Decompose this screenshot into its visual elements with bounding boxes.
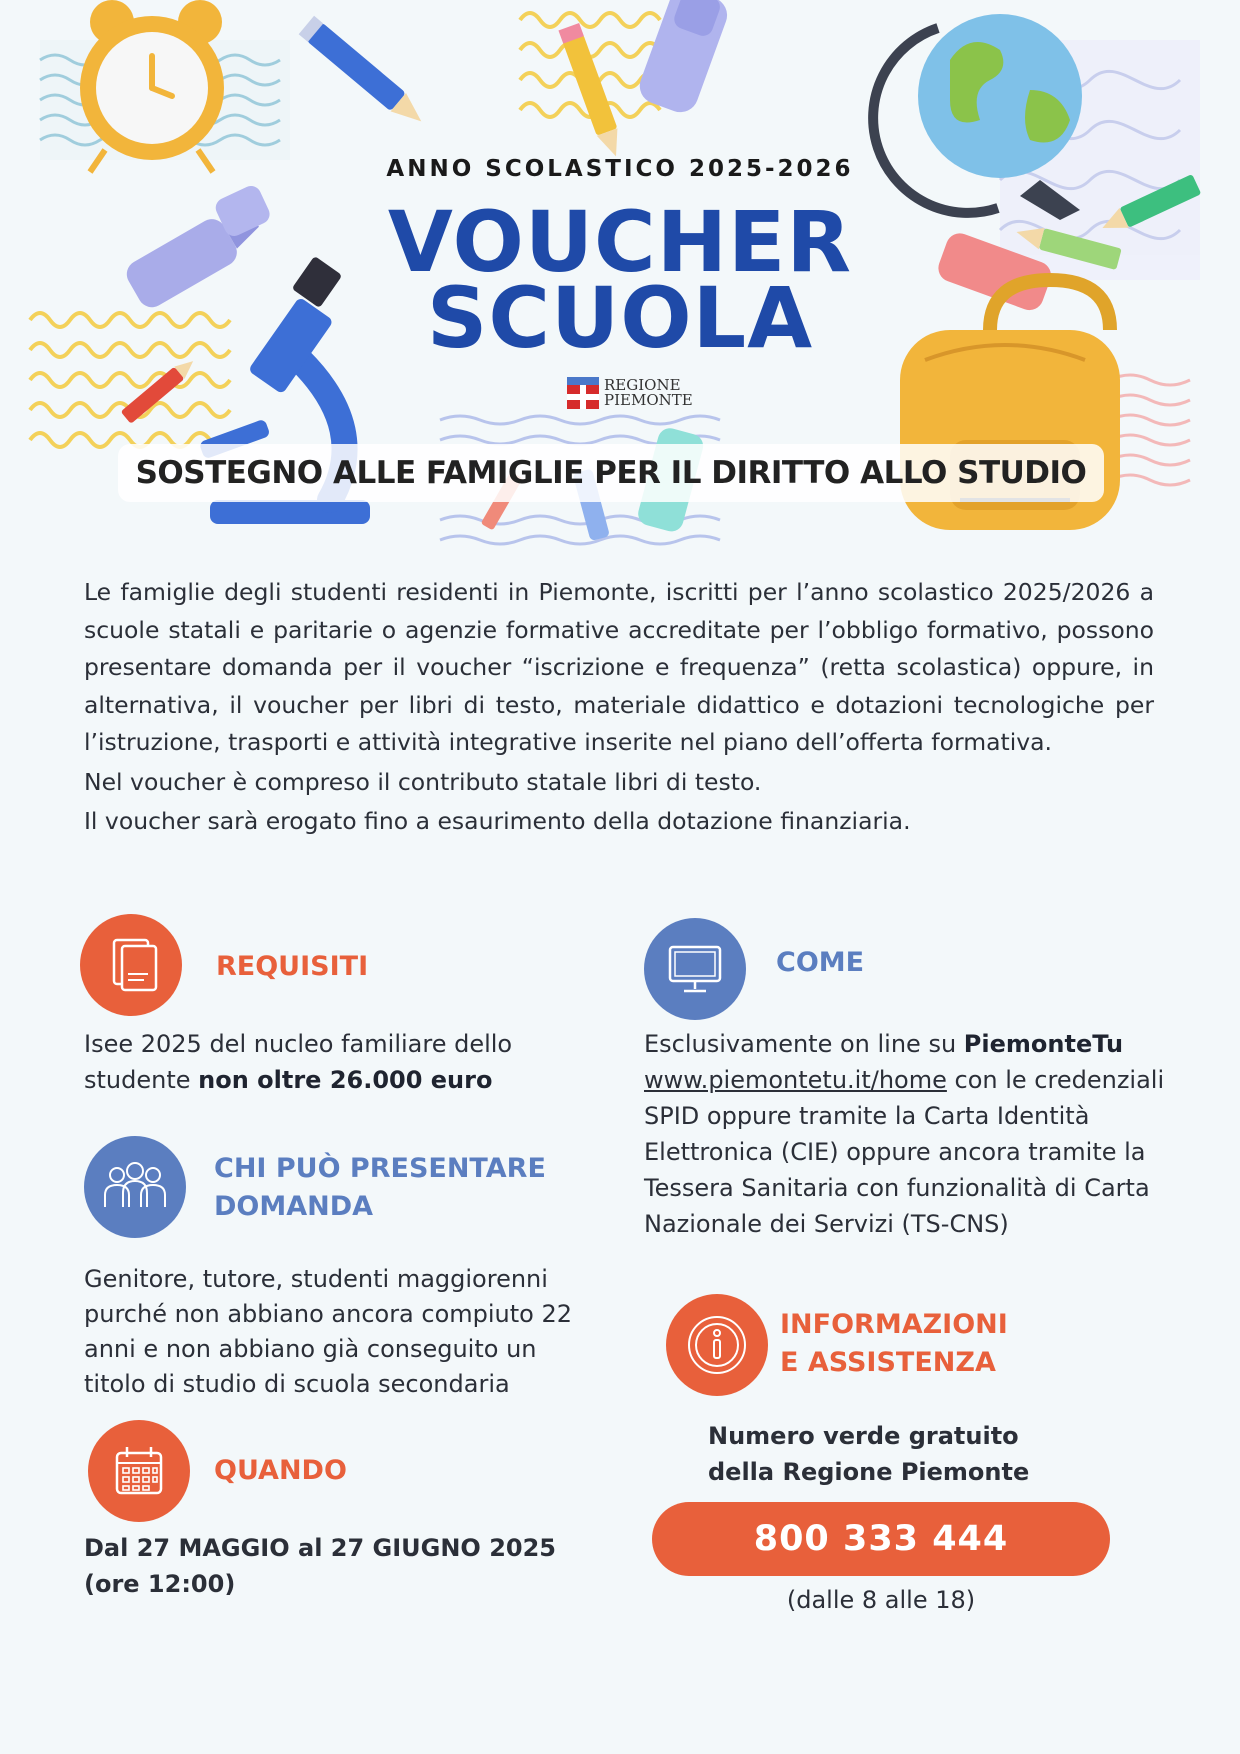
documents-icon [80, 914, 182, 1016]
intro-erogazione: Il voucher sarà erogato fino a esaurimento della dotazione finanziaria. [84, 807, 911, 835]
come-text-rest: con le credenziali SPID oppure tramite la Carta Identità Elettronica (CIE) oppure ancora tramite la Tessera Sanitaria con funzionalità di Carta Nazionale dei Servizi (TS-CNS) [644, 1066, 1165, 1238]
title-scuola: SCUOLA [426, 269, 814, 367]
title-voucher: VOUCHER [387, 193, 853, 291]
intro-contributo: Nel voucher è compreso il contributo statale libri di testo. [84, 767, 762, 796]
monitor-icon [644, 918, 746, 1020]
chi-title-line1: CHI PUÒ PRESENTARE [214, 1153, 546, 1184]
purple-highlighter-icon [635, 0, 732, 117]
chi-title [214, 1150, 546, 1226]
logo-line-piemonte: PIEMONTE [604, 391, 693, 409]
piemonte-shield-icon [566, 376, 600, 410]
quando-text [84, 1530, 604, 1602]
blue-pencil-icon [299, 16, 429, 131]
phone-hours: (dalle 8 alle 18) [786, 1586, 976, 1614]
info-icon [666, 1294, 768, 1396]
requisiti-text-main: Isee 2025 del nucleo familiare dello studente [84, 1030, 513, 1094]
piemontetu-link[interactable]: www.piemontetu.it/home [644, 1066, 947, 1094]
requisiti-text-bold: non oltre 26.000 euro [198, 1066, 493, 1094]
intro-paragraph: Le famiglie degli studenti residenti in Piemonte, iscritti per l’anno scolastico 2025/2026 a scuole statali e paritarie o agenzie formative accreditate per l’obbligo formativo, possono presentare domanda per il voucher “iscrizione e frequenza” (retta scolastica) oppure, in alternativa, il voucher per libri di testo, materiale didattico e dotazioni tecnologiche per l’istruzione, trasporti e attività integrative inserite nel piano dell’offerta formativa. [84, 578, 1154, 756]
phone-number-button[interactable]: 800 333 444 [652, 1502, 1110, 1576]
chi-text: Genitore, tutore, studenti maggiorenni purché non abbiano ancora compiuto 22 anni e non abbiano già conseguito un titolo di studio di scuola secondaria [84, 1265, 573, 1398]
numero-verde-line2: della Regione Piemonte [708, 1458, 1030, 1486]
numero-verde-line1: Numero verde gratuito [708, 1422, 1019, 1450]
quando-time: (ore 12:00) [84, 1570, 236, 1598]
numero-verde-label [708, 1418, 1168, 1490]
intro-text [84, 574, 1154, 841]
school-year-heading: ANNO SCOLASTICO 2025-2026 [386, 156, 854, 182]
requisiti-title: REQUISITI [216, 951, 369, 982]
chi-title-line2: DOMANDA [214, 1191, 374, 1222]
info-title-line2: E ASSISTENZA [780, 1347, 996, 1378]
logo-line-regione: REGIONE [604, 376, 681, 394]
come-text [644, 1026, 1180, 1242]
piemontetu-name: PiemonteTu [963, 1030, 1124, 1058]
support-banner: SOSTEGNO ALLE FAMIGLIE PER IL DIRITTO ALLO STUDIO [118, 444, 1104, 502]
come-text-intro: Esclusivamente on line su [644, 1030, 964, 1058]
requisiti-text [84, 1026, 544, 1098]
pink-lines-right [1110, 375, 1190, 485]
info-title [780, 1306, 1008, 1382]
calendar-icon [88, 1420, 190, 1522]
info-title-line1: INFORMAZIONI [780, 1309, 1008, 1340]
people-icon [84, 1136, 186, 1238]
regione-piemonte-logo [566, 376, 693, 410]
quando-title: QUANDO [214, 1455, 347, 1486]
globe-icon [873, 14, 1082, 220]
come-title: COME [776, 947, 865, 978]
quando-dates: Dal 27 MAGGIO al 27 GIUGNO 2025 [84, 1534, 556, 1562]
